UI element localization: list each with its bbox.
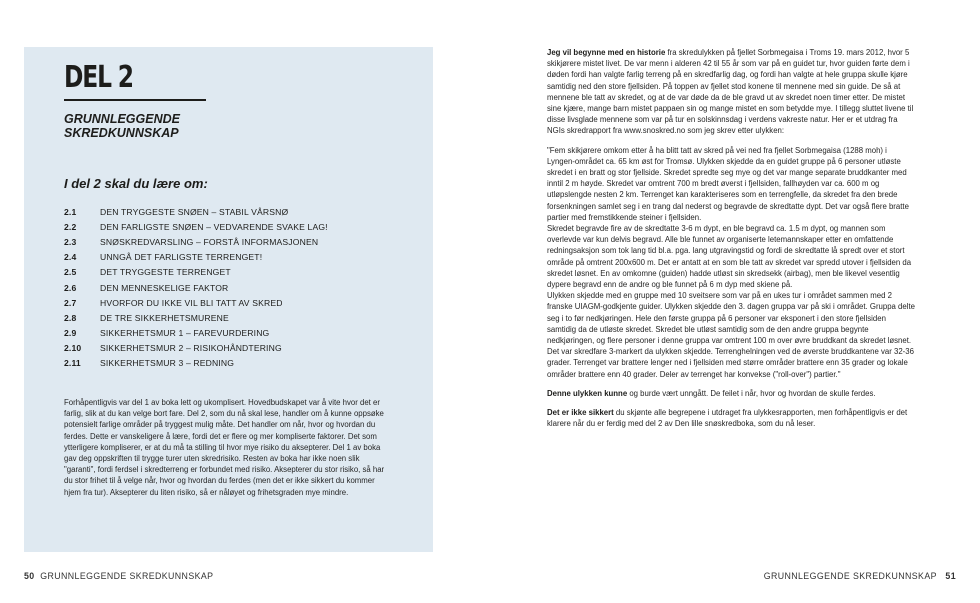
toc-item-label: DE TRE SIKKERHETSMURENE — [100, 312, 229, 323]
toc-item-number: 2.1 — [64, 206, 77, 217]
toc-item-label: DEN FARLIGSTE SNØEN – VEDVARENDE SVAKE LAG! — [100, 221, 328, 232]
running-title: GRUNNLEGGENDE SKREDKUNNSKAP — [40, 571, 214, 581]
report-quote-paragraph: Skredet begravde fire av de skredtatte 3-6 m dypt, en ble begravd ca. 1.5 m dypt, og mannen som overlevde var kun delvis begravd. Alle ble funnet av organiserte letemannskaper etter en omfattende redningsaksjon som tok lang tid bl.a. pga. lang utgravingstid og fordi de skredtatte lå spredt over et stort område på omtrent 200x600 m. Det er antatt at en som ble tatt av skredet var spredd utover i fjellsiden da skredet løsnet. En av omkomne (guiden) hadde utløst sin skredsekk (airbag), men ble likevel vesentlig dypere begravd enn de andre og ble funnet på 6 m dyp med skiene på. — [547, 224, 912, 290]
toc-item-number: 2.10 — [64, 343, 82, 354]
intro-paragraph: Forhåpentligvis var del 1 av boka lett og ukomplisert. Hovedbudskapet var å vite hvor det er farlig, slik at du kan velge bort fare. Del 2, som du nå skal lese, handler om å kunne oppsøke potensielt farlige områder på tryggest mulig måte. Det handler om når, hvor og hvordan du ferdes. Dette er vanskeligere å lære, fordi det er flere og mer kompliserte faktorer. Det som ytterligere kompliserer, er at du må ta stilling til hvor mye risiko du aksepterer. Del 1 av boka gav deg oppskriften til trygge turer uten skredrisiko. Resten av boka har ikke noen slik "garanti", fordi ferdsel i skredterreng er forbundet med risiko. Aksepterer du stor risiko, så har du stor frihet til å velge når, hvor og hvordan du ferdes (men det er ikke sikkert du kommer hjem fra tur). Aksepterer du liten risiko, så er nåløyet og frihetsgraden mye mindre. — [64, 398, 385, 497]
toc-item-label: SIKKERHETSMUR 1 – FAREVURDERING — [100, 328, 270, 339]
closing-paragraph — [547, 407, 915, 429]
report-quote-paragraph: "Fem skikjørere omkom etter å ha blitt tatt av skred på vei ned fra fjellet Sorbmegaisa (1288 moh) i Lyngen-området ca. 65 km øst for Tromsø. Ulykken skjedde da en guidet gruppe på 6 personer utløste skredet i en bratt og stor fjellside. Skredet spredte seg mye og det var mange separate bruddkanter med inntil 2 m høyde. Skredet var omtrent 700 m bredt øverst i fjellsiden, fallhøyden var ca. 600 m og utløpslengde nesten 2 km. Terrenget kan karakteriseres som en terrengfelle, da skredet fra den brede forsenkningen samlet seg i en trang dal nederst og begravde de skredtatte dypt. Det var også flere bratte partier med fremstikkende steiner i fjellsiden. — [547, 145, 909, 222]
chapter-intro-panel — [24, 47, 433, 552]
part-subtitle: GRUNNLEGGENDE SKREDKUNNSKAP — [64, 112, 180, 140]
toc-item-number: 2.6 — [64, 282, 77, 293]
toc-item — [64, 356, 414, 371]
toc-item — [64, 341, 414, 356]
paragraph-text: du skjønte alle begrepene i utdraget fra ulykkesrapporten, men forhåpentligvis er det klarere når du er ferdig med del 2 av Den lille snøskredboka, som du nå leser. — [547, 408, 908, 429]
toc-item — [64, 280, 414, 295]
toc-item-label: SIKKERHETSMUR 3 – REDNING — [100, 358, 235, 369]
page-number: 51 — [945, 571, 956, 581]
report-quote-paragraph: Ulykken skjedde med en gruppe med 10 sveitsere som var på en ukes tur i området sammen med 2 franske UIAGM-godkjente guider. Ulykken skjedde den 3. dagen gruppa var på ski i området. Gruppa delte seg i to før nedkjøringen. Hele den første gruppa på 6 personer var eksponert i den store fjellsiden samtidig da de utløste skredet. Skredet ble utløst samtidig som de den andre gruppa begynte nedkjøringen, og flere personer i denne gruppa var omtrent 100 m over øvre bruddkant da skredet løsnet. — [547, 291, 915, 346]
toc-item-label: UNNGÅ DET FARLIGSTE TERRENGET! — [100, 252, 263, 263]
chapter-contents-list — [64, 204, 414, 371]
toc-item — [64, 234, 414, 249]
right-page-footer — [764, 571, 956, 581]
toc-item-label: SNØSKREDVARSLING – FORSTÅ INFORMASJONEN — [100, 236, 319, 247]
toc-item-number: 2.4 — [64, 252, 77, 263]
run-in-lead: Denne ulykken kunne — [547, 388, 628, 398]
toc-item-label: HVORFOR DU IKKE VIL BLI TATT AV SKRED — [100, 297, 283, 308]
story-intro-paragraph — [547, 47, 915, 137]
toc-item-label: DET TRYGGESTE TERRENGET — [100, 267, 231, 278]
toc-item — [64, 310, 414, 325]
toc-item-label: DEN MENNESKELIGE FAKTOR — [100, 282, 229, 293]
learning-goals-heading: I del 2 skal du lære om: — [64, 176, 208, 191]
left-page-footer — [24, 571, 213, 581]
paragraph-text: og burde vært unngått. De feilet i når, hvor og hvordan de skulle ferdes. — [627, 388, 876, 398]
toc-item-number: 2.5 — [64, 267, 77, 278]
toc-item — [64, 295, 414, 310]
toc-item — [64, 265, 414, 280]
report-quote-paragraph: Det var skredfare 3-markert da ulykken skjedde. Terrenghelningen ved de øverste bruddkantene var 32-36 grader. Terrenget var brattere lenger ned i fjellsiden med større områder brattere enn 35 grader og lokale områder brattere enn 40 grader. Deler av terrenget har konvekse ("roll-over") partier." — [547, 347, 914, 379]
toc-item-label: DEN TRYGGESTE SNØEN – STABIL VÅRSNØ — [100, 206, 289, 217]
toc-item-number: 2.7 — [64, 297, 77, 308]
run-in-lead: Jeg vil begynne med en historie — [547, 48, 666, 57]
right-page-text — [547, 47, 915, 430]
running-title: GRUNNLEGGENDE SKREDKUNNSKAP — [763, 571, 937, 581]
toc-item — [64, 219, 414, 234]
paragraph-text: fra skredulykken på fjellet Sorbmegaisa i Troms 19. mars 2012, hvor 5 skikjørere mistet livet. De var menn i alderen 42 til 55 år som var på en guidet tur, hvor guiden førte dem i døden fordi han valgte farlig terreng på en skredfarlig dag, og fordi han valgte at hele gruppa skulle kjøre samtidig ned den store fjellsiden. På toppen av fjellet stod konene til mennene med sin guide. De så at mennene ble tatt av skredet, og at de var døde da de ble gravd ut av skredet noen timer etter. De mistet sine kjære, mange barn mistet pappaen sin og mange mistet en som betydde mye. I tillegg sluttet livene til disse livsglade mennene som var på tur en solskinnsdag i verdens vakreste natur. Her er et utdrag fra NGIs skredrapport fra www.snoskred.no som jeg skrev etter ulykken: — [547, 48, 914, 136]
toc-item-number: 2.3 — [64, 236, 77, 247]
toc-item-number: 2.2 — [64, 221, 77, 232]
conclusion-paragraph — [547, 388, 915, 399]
toc-item-number: 2.9 — [64, 328, 77, 339]
toc-item-number: 2.8 — [64, 312, 77, 323]
toc-item-number: 2.11 — [64, 358, 81, 369]
toc-item — [64, 326, 414, 341]
toc-item — [64, 250, 414, 265]
toc-item — [64, 204, 414, 219]
run-in-lead: Det er ikke sikkert — [547, 408, 614, 418]
title-underline — [64, 99, 206, 101]
toc-item-label: SIKKERHETSMUR 2 – RISIKOHÅNDTERING — [100, 343, 282, 354]
page-number: 50 — [24, 571, 35, 581]
part-title: DEL 2 — [64, 60, 133, 95]
